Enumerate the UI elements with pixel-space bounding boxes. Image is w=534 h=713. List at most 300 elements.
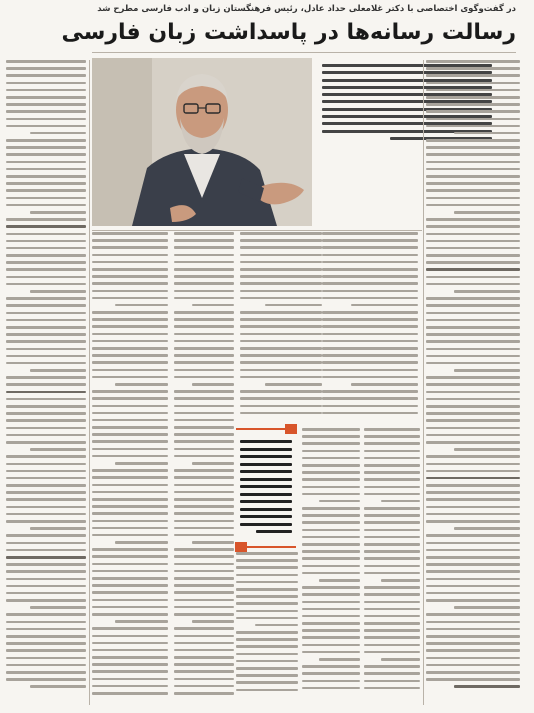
text-line xyxy=(426,218,520,221)
text-line xyxy=(426,419,520,422)
column-middle-6 xyxy=(364,428,420,700)
text-line xyxy=(240,354,322,357)
text-line xyxy=(92,520,168,523)
text-line xyxy=(6,613,86,616)
text-line xyxy=(426,60,520,63)
text-line xyxy=(426,67,520,70)
text-line xyxy=(322,405,418,408)
text-line xyxy=(6,506,86,509)
text-line xyxy=(92,642,168,645)
text-line xyxy=(240,405,322,408)
text-line xyxy=(454,448,520,451)
text-line xyxy=(426,441,520,444)
text-line xyxy=(92,448,168,451)
text-line xyxy=(240,333,322,336)
text-line xyxy=(92,354,168,357)
text-line xyxy=(255,624,298,627)
text-line xyxy=(364,507,420,510)
text-line xyxy=(6,383,86,386)
text-line xyxy=(426,599,520,602)
text-line xyxy=(319,658,360,661)
text-line xyxy=(364,572,420,575)
text-line xyxy=(92,570,168,573)
text-line xyxy=(92,325,168,328)
text-line xyxy=(174,455,234,458)
text-line xyxy=(174,325,234,328)
text-line xyxy=(92,613,168,616)
text-line xyxy=(302,629,360,632)
text-line xyxy=(174,239,234,242)
text-line xyxy=(6,405,86,408)
text-line xyxy=(265,383,322,386)
text-line xyxy=(322,340,418,343)
text-line xyxy=(92,333,168,336)
text-line xyxy=(322,254,418,257)
text-line xyxy=(236,602,298,605)
text-line xyxy=(174,484,234,487)
text-line xyxy=(92,599,168,602)
text-line xyxy=(174,512,234,515)
text-line xyxy=(115,620,168,623)
text-line xyxy=(236,645,298,648)
text-line xyxy=(426,484,520,487)
text-line xyxy=(240,325,322,328)
text-line xyxy=(426,657,520,660)
text-line xyxy=(240,347,322,350)
text-line xyxy=(174,599,234,602)
text-line xyxy=(236,638,298,641)
text-line xyxy=(426,175,520,178)
text-line xyxy=(6,103,86,106)
text-line xyxy=(6,197,86,200)
text-line xyxy=(240,246,322,249)
text-line xyxy=(92,397,168,400)
section-divider xyxy=(92,230,422,231)
text-line xyxy=(92,635,168,638)
text-line xyxy=(174,390,234,393)
text-line xyxy=(426,118,520,121)
text-line xyxy=(92,548,168,551)
text-line xyxy=(381,658,420,661)
text-line xyxy=(6,326,86,329)
text-line xyxy=(174,548,234,551)
text-line xyxy=(426,491,520,494)
text-line xyxy=(6,570,86,573)
text-line xyxy=(6,96,86,99)
text-line xyxy=(92,390,168,393)
text-line xyxy=(6,484,86,487)
text-line xyxy=(174,440,234,443)
column-middle-1 xyxy=(92,232,168,702)
text-line xyxy=(6,204,86,207)
text-line xyxy=(426,570,520,573)
text-line xyxy=(236,588,298,591)
column-right xyxy=(426,60,520,700)
text-line xyxy=(364,586,420,589)
text-line xyxy=(302,493,360,496)
text-line xyxy=(92,297,168,300)
text-line xyxy=(240,297,322,300)
text-line xyxy=(6,355,86,358)
text-line xyxy=(92,678,168,681)
text-line xyxy=(6,671,86,674)
text-line xyxy=(322,347,418,350)
text-line xyxy=(322,376,418,379)
text-line xyxy=(426,333,520,336)
text-line xyxy=(6,556,86,559)
text-line xyxy=(302,486,360,489)
text-line xyxy=(174,692,234,695)
text-line xyxy=(426,161,520,164)
text-line xyxy=(6,146,86,149)
text-line xyxy=(302,687,360,690)
article-kicker: در گفت‌وگوی اختصاصی با دکتر غلامعلی حداد عادل، رئیس فرهنگستان زبان و ادب فارسی مطرح شد xyxy=(97,4,516,14)
text-line xyxy=(174,635,234,638)
text-line xyxy=(426,613,520,616)
text-line xyxy=(6,434,86,437)
text-line xyxy=(426,470,520,473)
text-line xyxy=(174,678,234,681)
text-line xyxy=(426,463,520,466)
text-line xyxy=(426,642,520,645)
text-line xyxy=(240,282,322,285)
text-line xyxy=(92,606,168,609)
text-line xyxy=(92,505,168,508)
text-line xyxy=(174,591,234,594)
text-line xyxy=(92,469,168,472)
text-line xyxy=(174,333,234,336)
text-line xyxy=(174,555,234,558)
column-divider xyxy=(423,60,424,705)
text-line xyxy=(6,233,86,236)
text-line xyxy=(92,232,168,235)
text-line xyxy=(174,656,234,659)
text-line xyxy=(426,89,520,92)
text-line xyxy=(302,615,360,618)
text-line xyxy=(302,536,360,539)
text-line xyxy=(302,622,360,625)
text-line xyxy=(322,325,418,328)
text-line xyxy=(6,642,86,645)
text-line xyxy=(92,685,168,688)
text-line xyxy=(240,340,322,343)
text-line xyxy=(6,664,86,667)
pull-quote xyxy=(236,428,296,548)
text-line xyxy=(174,670,234,673)
text-line xyxy=(6,175,86,178)
text-line xyxy=(302,644,360,647)
text-line xyxy=(426,376,520,379)
text-line xyxy=(92,261,168,264)
text-line xyxy=(174,354,234,357)
text-line xyxy=(322,333,418,336)
text-line xyxy=(364,680,420,683)
text-line xyxy=(454,685,520,688)
text-line xyxy=(322,390,418,393)
text-line xyxy=(322,290,418,293)
text-line xyxy=(240,412,322,415)
text-line xyxy=(426,146,520,149)
text-line xyxy=(302,442,360,445)
text-line xyxy=(6,498,86,501)
text-line xyxy=(92,340,168,343)
text-line xyxy=(6,340,86,343)
text-line xyxy=(6,542,86,545)
text-line xyxy=(6,578,86,581)
text-line xyxy=(236,566,298,569)
text-line xyxy=(174,584,234,587)
text-line xyxy=(426,391,520,394)
text-line xyxy=(174,369,234,372)
text-line xyxy=(92,376,168,379)
text-line xyxy=(319,500,360,503)
text-line xyxy=(364,601,420,604)
text-line xyxy=(6,649,86,652)
text-line xyxy=(302,680,360,683)
text-line xyxy=(174,498,234,501)
text-line xyxy=(6,635,86,638)
text-line xyxy=(174,261,234,264)
text-line xyxy=(426,355,520,358)
column-middle-2 xyxy=(174,232,234,702)
text-line xyxy=(240,361,322,364)
text-line xyxy=(322,282,418,285)
interview-photo xyxy=(92,58,312,226)
text-line xyxy=(426,225,520,228)
text-line xyxy=(236,667,298,670)
text-line xyxy=(92,369,168,372)
text-line xyxy=(6,549,86,552)
text-line xyxy=(174,412,234,415)
text-line xyxy=(240,261,322,264)
text-line xyxy=(364,529,420,532)
text-line xyxy=(6,513,86,516)
text-line xyxy=(30,527,86,530)
text-line xyxy=(6,268,86,271)
text-line xyxy=(302,665,360,668)
text-line xyxy=(174,376,234,379)
text-line xyxy=(6,398,86,401)
text-line xyxy=(174,297,234,300)
text-line xyxy=(364,629,420,632)
text-line xyxy=(6,74,86,77)
text-line xyxy=(6,168,86,171)
text-line xyxy=(426,520,520,523)
column-middle-4 xyxy=(302,428,360,700)
text-line xyxy=(174,275,234,278)
text-line xyxy=(236,653,298,656)
text-line xyxy=(426,649,520,652)
text-line xyxy=(302,457,360,460)
text-line xyxy=(6,153,86,156)
text-line xyxy=(30,132,86,135)
text-line xyxy=(426,182,520,185)
text-line xyxy=(92,254,168,257)
text-line xyxy=(174,405,234,408)
text-line xyxy=(174,448,234,451)
column-left xyxy=(6,60,86,700)
text-line xyxy=(174,268,234,271)
column-divider xyxy=(89,60,90,705)
text-line xyxy=(322,318,418,321)
text-line xyxy=(426,549,520,552)
column-middle-5 xyxy=(322,232,418,422)
text-line xyxy=(322,239,418,242)
text-line xyxy=(6,189,86,192)
text-line xyxy=(364,593,420,596)
text-line xyxy=(426,635,520,638)
text-line xyxy=(302,608,360,611)
text-line xyxy=(364,464,420,467)
text-line xyxy=(364,493,420,496)
text-line xyxy=(454,527,520,530)
text-line xyxy=(381,579,420,582)
text-line xyxy=(6,182,86,185)
text-line xyxy=(236,559,298,562)
text-line xyxy=(426,283,520,286)
text-line xyxy=(6,139,86,142)
text-line xyxy=(381,500,420,503)
text-line xyxy=(454,606,520,609)
text-line xyxy=(92,527,168,530)
text-line xyxy=(174,563,234,566)
text-line xyxy=(236,631,298,634)
text-line xyxy=(364,687,420,690)
text-line xyxy=(6,283,86,286)
text-line xyxy=(6,125,86,128)
text-line xyxy=(92,692,168,695)
text-line xyxy=(426,312,520,315)
text-line xyxy=(426,592,520,595)
text-line xyxy=(426,261,520,264)
text-line xyxy=(92,347,168,350)
text-line xyxy=(426,326,520,329)
text-line xyxy=(92,584,168,587)
text-line xyxy=(364,615,420,618)
text-line xyxy=(115,462,168,465)
text-line xyxy=(6,463,86,466)
text-line xyxy=(6,118,86,121)
text-line xyxy=(426,340,520,343)
text-line xyxy=(302,428,360,431)
text-line xyxy=(240,376,322,379)
text-line xyxy=(192,383,234,386)
text-line xyxy=(92,563,168,566)
text-line xyxy=(115,304,168,307)
text-line xyxy=(426,628,520,631)
text-line xyxy=(174,627,234,630)
text-line xyxy=(92,405,168,408)
text-line xyxy=(426,427,520,430)
text-line xyxy=(115,383,168,386)
text-line xyxy=(364,636,420,639)
text-line xyxy=(174,282,234,285)
text-line xyxy=(6,599,86,602)
text-line xyxy=(174,426,234,429)
text-line xyxy=(364,644,420,647)
text-line xyxy=(426,348,520,351)
text-line xyxy=(92,433,168,436)
article-headline: رسالت رسانه‌ها در پاسداشت زبان فارسی xyxy=(61,20,516,45)
text-line xyxy=(322,261,418,264)
text-line xyxy=(302,464,360,467)
text-line xyxy=(6,276,86,279)
text-line xyxy=(364,543,420,546)
text-line xyxy=(426,477,520,480)
text-line xyxy=(322,268,418,271)
text-line xyxy=(92,239,168,242)
text-line xyxy=(426,585,520,588)
text-line xyxy=(426,542,520,545)
text-line xyxy=(6,247,86,250)
text-line xyxy=(302,636,360,639)
text-line xyxy=(6,225,86,228)
text-line xyxy=(364,622,420,625)
text-line xyxy=(174,419,234,422)
text-line xyxy=(92,440,168,443)
text-line xyxy=(302,435,360,438)
text-line xyxy=(426,268,520,271)
text-line xyxy=(6,304,86,307)
text-line xyxy=(426,534,520,537)
text-line xyxy=(30,369,86,372)
text-line xyxy=(364,478,420,481)
text-line xyxy=(426,506,520,509)
text-line xyxy=(454,211,520,214)
text-line xyxy=(364,665,420,668)
text-line xyxy=(6,254,86,257)
text-line xyxy=(6,412,86,415)
text-line xyxy=(364,428,420,431)
text-line xyxy=(302,672,360,675)
quote-mark-icon xyxy=(235,542,247,552)
text-line xyxy=(6,585,86,588)
text-line xyxy=(240,397,322,400)
text-line xyxy=(426,304,520,307)
text-line xyxy=(364,550,420,553)
text-line xyxy=(364,565,420,568)
text-line xyxy=(426,297,520,300)
text-line xyxy=(364,435,420,438)
text-line xyxy=(92,649,168,652)
text-line xyxy=(174,254,234,257)
text-line xyxy=(364,672,420,675)
text-line xyxy=(174,505,234,508)
text-line xyxy=(6,319,86,322)
text-line xyxy=(92,663,168,666)
text-line xyxy=(174,570,234,573)
text-line xyxy=(236,610,298,613)
text-line xyxy=(92,484,168,487)
text-line xyxy=(240,290,322,293)
headline-divider xyxy=(92,52,516,53)
text-line xyxy=(426,82,520,85)
text-line xyxy=(236,581,298,584)
text-line xyxy=(6,427,86,430)
text-line xyxy=(6,491,86,494)
text-line xyxy=(174,577,234,580)
text-line xyxy=(364,536,420,539)
text-line xyxy=(6,218,86,221)
text-line xyxy=(302,543,360,546)
text-line xyxy=(174,340,234,343)
text-line xyxy=(426,498,520,501)
text-line xyxy=(236,552,298,555)
text-line xyxy=(302,529,360,532)
text-line xyxy=(322,354,418,357)
text-line xyxy=(92,412,168,415)
text-line xyxy=(6,110,86,113)
